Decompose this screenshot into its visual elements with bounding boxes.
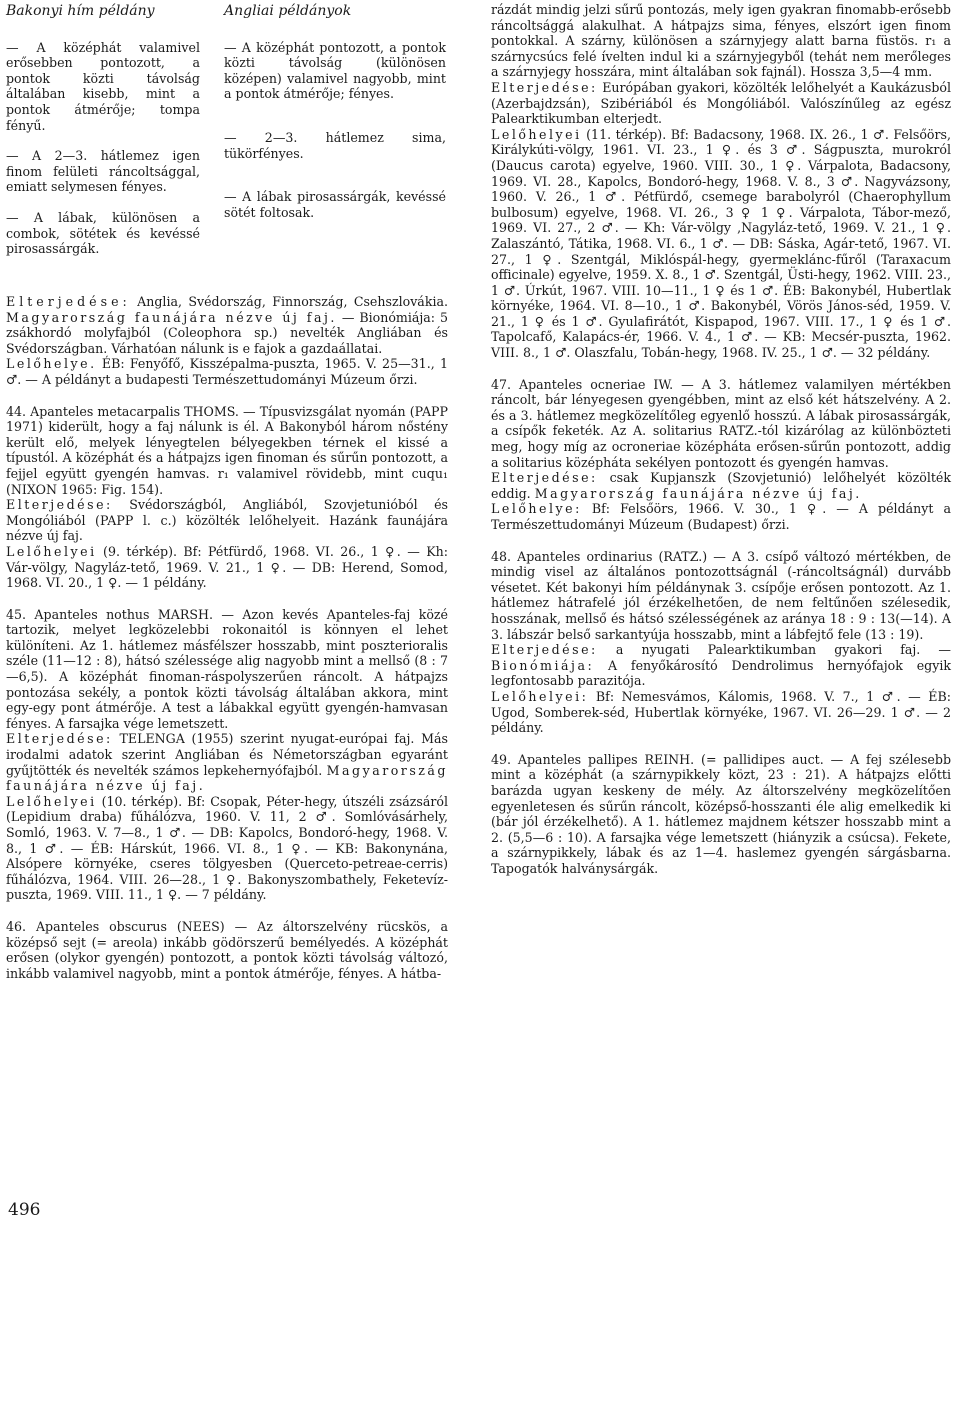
left-para-1: Elterjedése: Anglia, Svédország, Finnország, Csehszlovákia. Magyarország faunájára nézve új faj. — Bionómiája: 5 zsákhordó molyfajból (Coleophora sp.) nevelték Angliában és Svédországban. Várhatóan nálunk is e fajok a gazdaállatai. (6, 294, 449, 356)
english-specimen-heading: Angliai példányok (224, 3, 352, 19)
right-para-9: Lelőhelyei: Bf: Nemesvámos, Kálomis, 1968. V. 7., 1 ♂. — ÉB: Ugod, Somberek-séd, Hubertlak környéke, 1967. VI. 26—29. 1 ♂. — 2 példány. (491, 688, 951, 736)
species-44: 44. Apanteles metacarpalis THOMS. — Típusvizsgálat nyomán (PAPP 1971) kiderült, hogy a faj nálunk is él. A Bakonyból három nőstény került elő, melyek lényegtelen bélyegekben térnek el kissé a típustól. A középhát és a hátpajzs igen finoman és sűrűn pontozott, a fejjel együtt gyengén hamvas. r₁ valamivel rövidebb, mint cuqu₁ (NIXON 1965: Fig. 154). (6, 403, 448, 497)
fn-left-1: — A középhát valamivel erősebben pontozott, a pontok közti távolság általában kisebb, mint a pontok átmérője; tompa fényű. (6, 39, 200, 133)
left-para-4: Elterjedése: Svédországból, Angliából, Szovjetunióból és Mongóliából (PAPP l. c.) közölték lelőhelyeit. Hazánk faunájára nézve új faj. (6, 497, 448, 544)
species-48: 48. Apanteles ordinarius (RATZ.) — A 3. csípő változó mértékben, de mindig visel az általános pontozottságnál (-ráncoltságnál) durvább vésetet. Két bakonyi hím példánynak 3. csípője erősen pontozott. Az 1. hátlemez hátrafelé jól érzékelhetően, de nem feltűnően szélesedik, hosszának, mellső és hátsó szélességének az aránya 18 : 9 : 13(—14). A 3. lábszár belső sarkantyúja hosszabb, mint a lábfejtő fele (13 : 19). (491, 548, 951, 642)
hungarian-specimen-column (6, 4, 200, 257)
right-main-column (491, 2, 951, 876)
fn-right-2: — 2—3. hátlemez sima, tükörfényes. (224, 129, 446, 161)
species-46: 46. Apanteles obscurus (NEES) — Az áltorszelvény rücskös, a középső sejt (= areola) inkább gödörszerű bemélyedés. A középhát erősen (olykor gyengén) pontozott, a pontok közti távolság változó, inkább valamivel nagyobb, mint a pontok átmérője, fényes. A hátba- (6, 918, 448, 981)
species-45: 45. Apanteles nothus MARSH. — Azon kevés Apanteles-faj közé tartozik, melyet legközelebbi rokonaitól is könnyen el lehet különíteni. Az 1. hátlemez másfélszer hosszabb, mint poszterioralis széle (11—12 : 8), hátsó szélessége alig nagyobb mint a mellső (8 : 7—6,5). A középhát finoman-ráspolyszerűen ráncolt. A hátpajzs pontozása sekély, a pontok közti távolság általában akkora, mint egy-egy pont átmérője. A test a lábakkal együtt gyengén-hamvasan fényes. A farsajka vége lemetszett. (6, 606, 448, 731)
page-number: 496 (8, 1200, 41, 1220)
left-para-7: Elterjedése: TELENGA (1955) szerint nyugat-európai faj. Más irodalmi adatok szerint Angliában és Németországban egyaránt gyűjtötték és nevelték számos lepkehernyófajból. Magyarország faunájára nézve új faj. (6, 731, 448, 794)
left-para-2: Lelőhelye. ÉB: Fenyőfő, Kisszépalma-puszta, 1965. V. 25—31., 1 ♂. — A példányt a budapesti Természettudományi Múzeum őrzi. (6, 356, 448, 387)
species-47: 47. Apanteles ocneriae IW. — A 3. hátlemez valamilyen mértékben ráncolt, bár lényegesen gyengébben, mint az első két hátszelvény. A 2. és a 3. hátlemez megközelítőleg egyenlő hosszú. A lábak pirosassárgák, a csípők feketék. Az A. solitarius RATZ.-tól kizárólag az különbözteti meg, hogy míg az ocroneriae középháta erősen-sűrűn pontozott, addig a solitarius középháta sekélyen pontozott és gyengén hamvas. (491, 376, 951, 470)
right-para-5: Elterjedése: csak Kupjanszk (Szovjetunió) lelőhelyét közölték eddig. Magyarország faunájára nézve új faj. (491, 470, 951, 501)
right-para-6: Lelőhelye: Bf: Felsőörs, 1966. V. 30., 1 ♀. — A példányt a Természettudományi Múzeum (Budapest) őrzi. (491, 501, 951, 532)
left-main-column (6, 294, 448, 981)
species-49: 49. Apanteles pallipes REINH. (= pallidipes auct. — A fej szélesebb mint a középhát (a szárnypikkely közt, 23 : 21). A hátpajzs előtti barázda ugyan keskeny de mély. Az áltorszelvény megközelítően egyenletesen és sűrűn ráncolt, középső-hosszanti éle alig emelkedik ki (bár jól érzékelhető). A 1. hátlemez majdnem kétszer hosszabb mint a 2. (5,5—6 : 10). A farsajka vége lemetszett (hiányzik a csúcsa). Fekete, a szárnypikkely, lábak és az 1—4. haslemez gyengén sárgásbarna. Tapogatók halványsárgák. (491, 751, 951, 876)
right-para-8: Elterjedése: a nyugati Palearktikumban gyakori faj. — Bionómiája: A fenyőkárosító Dendrolimus hernyófajok egyik legfontosabb parazitója. (491, 642, 951, 689)
right-para-1: rázdát mindig jelzi sűrű pontozás, mely igen gyakran finomabb-erősebb ráncoltsággá alakulhat. A hátpajzs sima, fényes, elszórt igen finom pontokkal. A szárny, különösen a szárnyjegy alatt barna füstös. r₁ a szárnycsúcs felé ívelten indul ki a szárnyjegyből (tehát nem merőleges a szárnyjegy hosszára, mint általában sok fajnál). Hossza 3,5—4 mm. (491, 2, 951, 80)
right-para-2: Elterjedése: Európában gyakori, közölték lelőhelyét a Kaukázusból (Azerbajdzsán), Szibériából és Mongóliából. Valószínűleg az egész Palearktikumban elterjedt. (491, 79, 951, 127)
right-para-3: Lelőhelyei (11. térkép). Bf: Badacsony, 1968. IX. 26., 1 ♂. Felsőörs, Királykúti-völgy, 1961. VI. 23., 1 ♀. és 3 ♂. Ságpuszta, murokról (Daucus carota) egyelve, 1960. VIII. 30., 1 ♀. Várpalota, Badacsony, 1969. VI. 28., Kapolcs, Bondoró-hegy, 1968. V. 8., 3 ♂. Nagyvázsony, 1960. V. 26., 1 ♂. Pétfürdő, csemege barabolyról (Chaerophyllum bulbosum) egyelve, 1968. VI. 26., 3 ♀ 1 ♀. Várpalota, Tábor-mező, 1969. VI. 27., 2 ♂. — Kh: Vár-völgy ,Nagyláz-tető, 1969. V. 21., 1 ♀. Zalaszántó, Tátika, 1968. VI. 6., 1 ♂. — DB: Sáska, Agár-tető, 1967. VI. 27., 1 ♀. Szentgál, Miklóspál-hegy, gyermeklánc-fűről (Taraxacum officinale) egyelve, 1959. X. 8., 1 ♂. Szentgál, Üsti-hegy, 1962. VIII. 23., 1 ♂. Úrkút, 1967. VIII. 10—11., 1 ♀ és 1 ♂. ÉB: Bakonybél, Hubertlak környéke, 1964. VI. 8—10., 1 ♂. Bakonybél, Vörös János-séd, 1959. V. 21., 1 ♀ és 1 ♂. Gyulafirátót, Kispapod, 1967. VIII. 17., 1 ♀ és 1 ♂. Tapolcafő, Kalapács-ér, 1966. V. 4., 1 ♂. — KB: Mecsér-puszta, 1962. VIII. 8., 1 ♂. Olaszfalu, Tobán-hegy, 1968. IV. 25., 1 ♂. — 32 példány. (491, 126, 951, 361)
hungarian-specimen-heading: Bakonyi hím példány (6, 3, 155, 19)
english-specimen-column (224, 4, 446, 220)
fn-left-2: — A 2—3. hátlemez igen finom felületi ráncoltsággal, emiatt selymesen fényes. (6, 148, 200, 195)
left-para-5: Lelőhelyei (9. térkép). Bf: Pétfürdő, 1968. VI. 26., 1 ♀. — Kh: Vár-völgy, Nagyláz-tető, 1969. V. 21., 1 ♀. — DB: Herend, Somod, 1968. VI. 20., 1 ♀. — 1 példány. (6, 543, 448, 591)
fn-right-1: — A középhát pontozott, a pontok közti távolság (különösen középen) valamivel nagyobb, mint a pontok átmérője; fényes. (224, 39, 446, 102)
fn-right-3: — A lábak pirosassárgák, kevéssé sötét foltosak. (224, 189, 446, 220)
left-para-8: Lelőhelyei (10. térkép). Bf: Csopak, Péter-hegy, útszéli zsázsáról (Lepidium draba) fűhálózva, 1960. V. 11, 2 ♂. Somlóvásárhely, Somló, 1963. V. 7—8., 1 ♂. — DB: Kapolcs, Bondoró-hegy, 1968. V. 8., 1 ♂. — ÉB: Hárskút, 1966. VI. 8., 1 ♀. — KB: Bakonynána, Alsópere környéke, cseres tölgyesben (Querceto-petreae-cerris) fűhálózva, 1964. VIII. 26—28., 1 ♀. Bakonyszombathely, Feketevíz-puszta, 1969. VIII. 11., 1 ♀. — 7 példány. (6, 793, 448, 903)
fn-left-3: — A lábak, különösen a combok, sötétek és kevéssé pirosassárgák. (6, 209, 200, 257)
